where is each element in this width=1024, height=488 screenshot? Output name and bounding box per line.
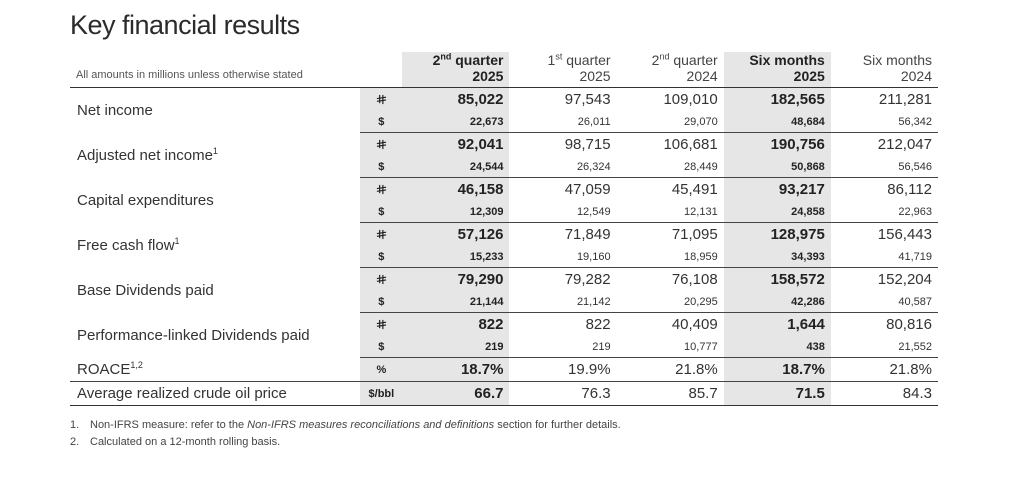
table-cell: 92,041 <box>402 133 509 157</box>
table-cell: 28,449 <box>617 156 724 178</box>
table-cell: 57,126 <box>402 223 509 247</box>
table-cell: 41,719 <box>831 246 938 268</box>
table-body <box>70 88 938 406</box>
page-title: Key financial results <box>70 10 300 40</box>
financial-results-table-container <box>70 52 938 406</box>
table-row <box>70 223 938 247</box>
table-cell: 22,673 <box>402 111 509 133</box>
saudi-riyal-icon <box>360 223 402 247</box>
table-cell: 21,552 <box>831 336 938 358</box>
column-header: 2nd quarter 2025 <box>402 52 509 88</box>
table-cell: 158,572 <box>724 268 831 292</box>
unit-cell: $/bbl <box>360 382 402 406</box>
footnote-number: 2. <box>70 436 80 448</box>
saudi-riyal-icon <box>360 268 402 292</box>
row-label: Average realized crude oil price <box>70 382 360 406</box>
table-cell: 21,142 <box>509 291 616 313</box>
saudi-riyal-icon <box>360 178 402 202</box>
row-label: Adjusted net income$^1$ <box>77 145 218 164</box>
table-cell: 22,963 <box>831 201 938 223</box>
table-cell: 34,393 <box>724 246 831 268</box>
table-cell: 12,549 <box>509 201 616 223</box>
table-cell: 10,777 <box>617 336 724 358</box>
table-cell: 26,324 <box>509 156 616 178</box>
row-label: Base Dividends paid <box>77 281 214 299</box>
column-header: Six months 2025 <box>724 52 831 88</box>
table-cell: 21,144 <box>402 291 509 313</box>
table-cell: 156,443 <box>877 226 932 243</box>
table-cell: 19.9% <box>509 358 616 382</box>
footnote-number: 1. <box>70 419 80 431</box>
table-cell: 212,047 <box>877 136 932 153</box>
table-cell: 40,587 <box>831 291 938 313</box>
table-cell: 56,342 <box>831 111 938 133</box>
footnote <box>70 434 621 451</box>
table-cell: 76,108 <box>671 271 718 288</box>
table-cell: 219 <box>509 336 616 358</box>
table-row <box>70 358 938 382</box>
table-header-row <box>70 52 938 88</box>
table-cell: 86,112 <box>887 181 932 198</box>
unit-cell: $ <box>360 156 402 178</box>
table-cell: 21.8% <box>617 358 724 382</box>
row-label: ROACE$^{1,2}$ <box>70 358 360 382</box>
financial-results-table <box>70 52 938 406</box>
unit-cell: $ <box>360 201 402 223</box>
table-cell: 71.5 <box>724 382 831 406</box>
table-cell: 84.3 <box>831 382 938 406</box>
table-row <box>70 268 938 292</box>
table-cell: 47,059 <box>564 181 611 198</box>
table-cell: 71,095 <box>671 226 718 243</box>
column-header: 1st quarter 2025 <box>509 52 616 88</box>
table-cell: 106,681 <box>663 136 718 153</box>
amounts-note: All amounts in millions unless otherwise stated <box>70 52 360 88</box>
table-cell: 211,281 <box>878 91 932 108</box>
table-cell: 24,544 <box>402 156 509 178</box>
saudi-riyal-icon <box>360 88 402 112</box>
row-label: Performance-linked Dividends paid <box>77 326 310 344</box>
table-cell: 85,022 <box>402 88 509 112</box>
column-header: Six months 2024 <box>831 52 938 88</box>
table-cell: 97,543 <box>564 91 611 108</box>
table-cell: 20,295 <box>617 291 724 313</box>
table-row <box>70 88 938 112</box>
footnote-text: Calculated on a 12-month rolling basis. <box>90 436 281 448</box>
table-cell: 26,011 <box>509 111 616 133</box>
footnote <box>70 417 621 434</box>
table-row <box>70 178 938 202</box>
footnotes <box>70 417 621 451</box>
table-cell: 46,158 <box>402 178 509 202</box>
table-cell: 438 <box>724 336 831 358</box>
table-row <box>70 313 938 337</box>
table-row <box>70 133 938 157</box>
column-header: 2nd quarter 2024 <box>617 52 724 88</box>
table-cell: 45,491 <box>671 181 718 198</box>
table-cell: 79,282 <box>564 271 611 288</box>
table-cell: 80,816 <box>886 316 932 333</box>
table-cell: 18.7% <box>402 358 509 382</box>
unit-cell: % <box>360 358 402 382</box>
unit-cell: $ <box>360 291 402 313</box>
table-cell: 15,233 <box>402 246 509 268</box>
table-cell: 822 <box>585 316 611 333</box>
table-cell: 93,217 <box>724 178 831 202</box>
table-cell: 1,644 <box>724 313 831 337</box>
table-row <box>70 382 938 406</box>
table-cell: 85.7 <box>617 382 724 406</box>
table-cell: 21.8% <box>831 358 938 382</box>
table-cell: 42,286 <box>724 291 831 313</box>
table-cell: 190,756 <box>724 133 831 157</box>
unit-cell: $ <box>360 336 402 358</box>
unit-cell: $ <box>360 246 402 268</box>
footnote-text: Non-IFRS measure: refer to the Non-IFRS measures reconciliations and definitions section for further details. <box>90 419 621 431</box>
unit-header <box>360 52 402 88</box>
table-cell: 79,290 <box>402 268 509 292</box>
row-label: Capital expenditures <box>77 191 214 209</box>
table-cell: 50,868 <box>724 156 831 178</box>
row-label: Net income <box>77 101 153 119</box>
table-cell: 182,565 <box>724 88 831 112</box>
table-cell: 219 <box>402 336 509 358</box>
table-cell: 19,160 <box>509 246 616 268</box>
table-cell: 24,858 <box>724 201 831 223</box>
table-cell: 76.3 <box>509 382 616 406</box>
table-cell: 29,070 <box>617 111 724 133</box>
table-cell: 12,131 <box>617 201 724 223</box>
table-cell: 71,849 <box>564 226 611 243</box>
table-cell: 18,959 <box>617 246 724 268</box>
row-label: Free cash flow$^1$ <box>77 235 180 254</box>
table-cell: 109,010 <box>663 91 718 108</box>
table-cell: 66.7 <box>402 382 509 406</box>
unit-cell: $ <box>360 111 402 133</box>
saudi-riyal-icon <box>360 313 402 337</box>
saudi-riyal-icon <box>360 133 402 157</box>
table-cell: 56,546 <box>831 156 938 178</box>
table-cell: 18.7% <box>724 358 831 382</box>
table-cell: 40,409 <box>671 316 718 333</box>
table-cell: 98,715 <box>564 136 611 153</box>
table-cell: 822 <box>402 313 509 337</box>
table-cell: 128,975 <box>724 223 831 247</box>
table-cell: 152,204 <box>877 271 932 288</box>
table-cell: 48,684 <box>724 111 831 133</box>
table-cell: 12,309 <box>402 201 509 223</box>
